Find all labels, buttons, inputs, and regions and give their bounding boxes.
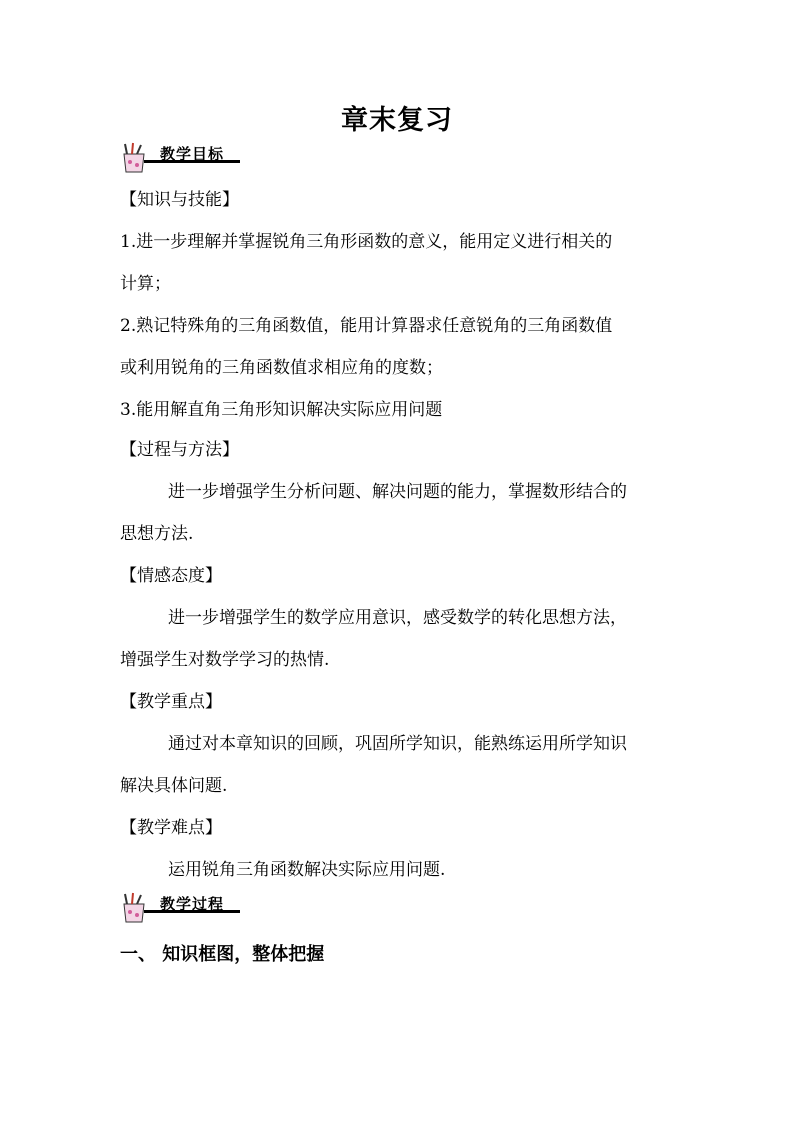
pencil-cup-icon — [118, 892, 158, 924]
pencil-cup-icon — [118, 142, 158, 174]
paragraph-line: 1.进一步理解并掌握锐角三角形函数的意义，能用定义进行相关的 — [120, 232, 613, 252]
banner-label: 教学目标 — [160, 145, 225, 163]
page-title: 章末复习 — [341, 105, 453, 136]
paragraph-line: 计算； — [120, 274, 171, 294]
paragraph-line: 通过对本章知识的回顾，巩固所学知识，能熟练运用所学知识 — [168, 734, 627, 754]
paragraph-line: 思想方法. — [120, 524, 194, 544]
paragraph-line: 3.能用解直角三角形知识解决实际应用问题 — [120, 400, 443, 420]
banner-label: 教学过程 — [160, 895, 225, 913]
section-banner-process — [118, 892, 242, 924]
paragraph-line: 进一步增强学生分析问题、解决问题的能力，掌握数形结合的 — [168, 482, 627, 502]
heading-process: 【过程与方法】 — [120, 440, 239, 460]
paragraph-line: 运用锐角三角函数解决实际应用问题. — [168, 860, 446, 880]
heading-difficult-points: 【教学难点】 — [120, 818, 222, 838]
paragraph-line: 解决具体问题. — [120, 776, 228, 796]
heading-knowledge: 【知识与技能】 — [120, 190, 239, 210]
paragraph-line: 增强学生对数学学习的热情. — [120, 650, 330, 670]
section-banner-objectives — [118, 142, 242, 174]
heading-key-points: 【教学重点】 — [120, 692, 222, 712]
step-heading: 一、 知识框图，整体把握 — [120, 944, 325, 965]
heading-emotion: 【情感态度】 — [120, 566, 222, 586]
paragraph-line: 2.熟记特殊角的三角函数值，能用计算器求任意锐角的三角函数值 — [120, 316, 613, 336]
paragraph-line: 或利用锐角的三角函数值求相应角的度数； — [120, 358, 443, 378]
paragraph-line: 进一步增强学生的数学应用意识，感受数学的转化思想方法， — [168, 608, 627, 628]
